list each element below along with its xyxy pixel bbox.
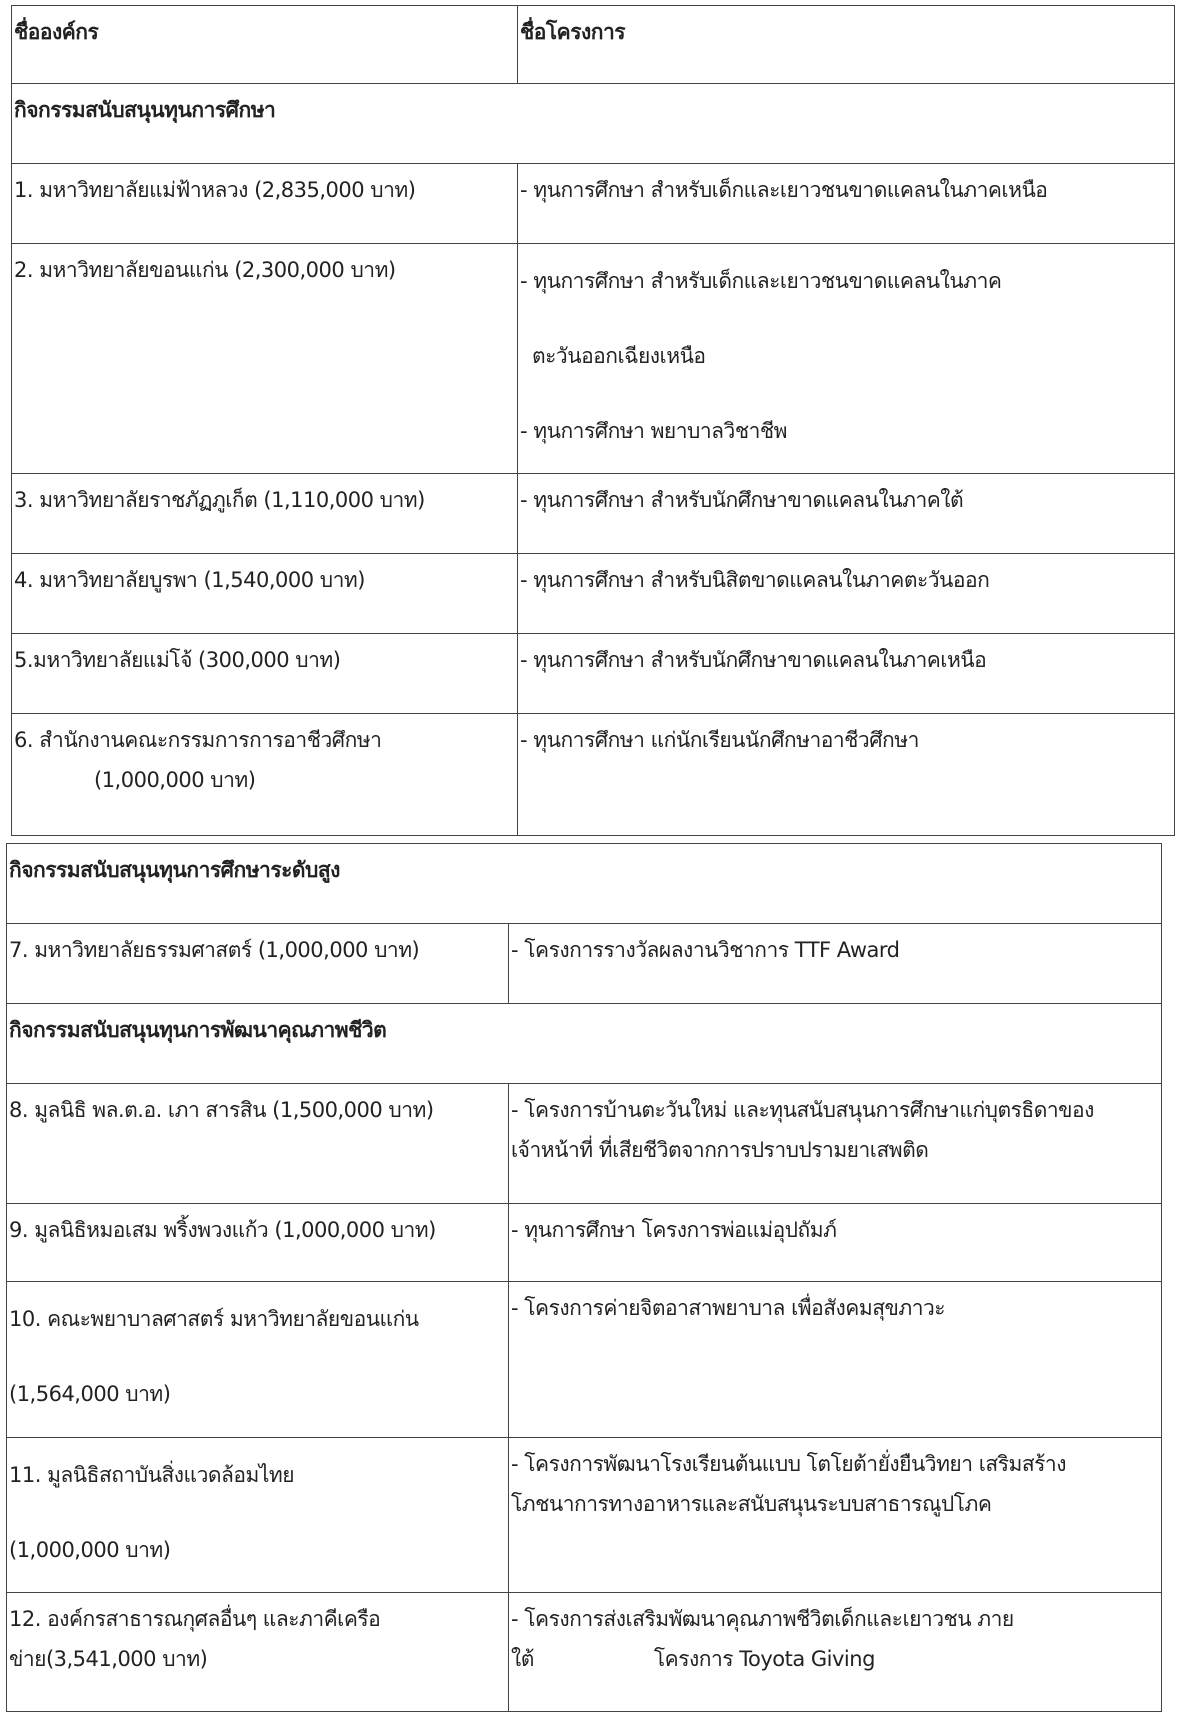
project-cell [509, 1438, 1162, 1593]
project-line: - โครงการบ้านตะวันใหม่ และทุนสนับสนุนการศึกษาแก่บุตรธิดาของ [511, 1098, 1094, 1122]
project-line: - ทุนการศึกษา พยาบาลวิชาชีพ [520, 419, 787, 443]
table-row [12, 634, 1175, 714]
org-cell: 8. มูลนิธิ พล.ต.อ. เภา สารสิน (1,500,000 บาท) [7, 1084, 509, 1204]
table-row [7, 1438, 1162, 1593]
org-line: 10. คณะพยาบาลศาสตร์ มหาวิทยาลัยขอนแก่น [9, 1307, 419, 1331]
section-title: กิจกรรมสนับสนุนทุนการศึกษาระดับสูง [7, 844, 1162, 924]
org-line: 11. มูลนิธิสถาบันสิ่งแวดล้อมไทย [9, 1463, 295, 1487]
org-cell: 4. มหาวิทยาลัยบูรพา (1,540,000 บาท) [12, 554, 518, 634]
org-cell: 9. มูลนิธิหมอเสม พริ้งพวงแก้ว (1,000,000 บาท) [7, 1204, 509, 1282]
table-row [12, 714, 1175, 836]
table-row [12, 554, 1175, 634]
project-line: - โครงการพัฒนาโรงเรียนต้นแบบ โตโยต้ายั่งยืนวิทยา เสริมสร้าง [511, 1452, 1066, 1476]
table-row [7, 1084, 1162, 1204]
grants-table-part-2 [6, 843, 1162, 1712]
table-row [7, 1593, 1162, 1712]
header-row [12, 6, 1175, 84]
section-row [7, 844, 1162, 924]
project-line: - ทุนการศึกษา สำหรับเด็กและเยาวชนขาดแคลนในภาค [520, 269, 1002, 293]
table-row [7, 1204, 1162, 1282]
project-line-start: ใต้ [511, 1647, 534, 1671]
project-cell: - โครงการค่ายจิตอาสาพยาบาล เพื่อสังคมสุขภาวะ [509, 1282, 1162, 1438]
org-line: 12. องค์กรสาธารณกุศลอื่นๆ และภาคีเครือ [9, 1607, 381, 1631]
org-cell: 5.มหาวิทยาลัยแม่โจ้ (300,000 บาท) [12, 634, 518, 714]
table-row [7, 1282, 1162, 1438]
project-cell: - ทุนการศึกษา สำหรับนักศึกษาขาดแคลนในภาคใต้ [518, 474, 1175, 554]
grants-table-part-1 [11, 5, 1175, 836]
header-org: ชื่อองค์กร [12, 6, 518, 84]
project-cell: - ทุนการศึกษา แก่นักเรียนนักศึกษาอาชีวศึกษา [518, 714, 1175, 836]
org-cell: 2. มหาวิทยาลัยขอนแก่น (2,300,000 บาท) [12, 244, 518, 474]
project-cell: - ทุนการศึกษา สำหรับนักศึกษาขาดแคลนในภาคเหนือ [518, 634, 1175, 714]
project-line-end: โครงการ Toyota Giving [653, 1647, 875, 1671]
org-line: ข่าย(3,541,000 บาท) [9, 1647, 208, 1671]
project-line: โภชนาการทางอาหารและสนับสนุนระบบสาธารณูปโภค [511, 1492, 992, 1516]
project-line: - โครงการส่งเสริมพัฒนาคุณภาพชีวิตเด็กและเยาวชน ภาย [511, 1607, 1014, 1631]
section-row [12, 84, 1175, 164]
project-line [511, 1639, 1159, 1679]
table-row [12, 244, 1175, 474]
project-line: ตะวันออกเฉียงเหนือ [532, 344, 706, 368]
org-cell [12, 714, 518, 836]
project-cell: - ทุนการศึกษา สำหรับเด็กและเยาวชนขาดแคลนในภาคเหนือ [518, 164, 1175, 244]
table-row [12, 164, 1175, 244]
project-cell: - ทุนการศึกษา สำหรับนิสิตขาดแคลนในภาคตะวันออก [518, 554, 1175, 634]
section-title: กิจกรรมสนับสนุนทุนการพัฒนาคุณภาพชีวิต [7, 1004, 1162, 1084]
project-cell [518, 244, 1175, 474]
table-row [7, 924, 1162, 1004]
org-line: (1,000,000 บาท) [94, 768, 256, 792]
org-cell: 1. มหาวิทยาลัยแม่ฟ้าหลวง (2,835,000 บาท) [12, 164, 518, 244]
project-cell: - ทุนการศึกษา โครงการพ่อแม่อุปถัมภ์ [509, 1204, 1162, 1282]
org-line: (1,564,000 บาท) [9, 1382, 171, 1406]
org-cell [7, 1593, 509, 1712]
project-cell [509, 1084, 1162, 1204]
project-line: เจ้าหน้าที่ ที่เสียชีวิตจากการปราบปรามยาเสพติด [511, 1138, 929, 1162]
org-line: 6. สำนักงานคณะกรรมการการอาชีวศึกษา [14, 728, 382, 752]
org-line: (1,000,000 บาท) [9, 1538, 171, 1562]
project-cell: - โครงการรางวัลผลงานวิชาการ TTF Award [509, 924, 1162, 1004]
header-project: ชื่อโครงการ [518, 6, 1175, 84]
org-cell [7, 1282, 509, 1438]
table-row [12, 474, 1175, 554]
org-cell: 7. มหาวิทยาลัยธรรมศาสตร์ (1,000,000 บาท) [7, 924, 509, 1004]
org-cell [7, 1438, 509, 1593]
project-cell [509, 1593, 1162, 1712]
section-row [7, 1004, 1162, 1084]
org-cell: 3. มหาวิทยาลัยราชภัฏภูเก็ต (1,110,000 บาท) [12, 474, 518, 554]
section-title: กิจกรรมสนับสนุนทุนการศึกษา [12, 84, 1175, 164]
